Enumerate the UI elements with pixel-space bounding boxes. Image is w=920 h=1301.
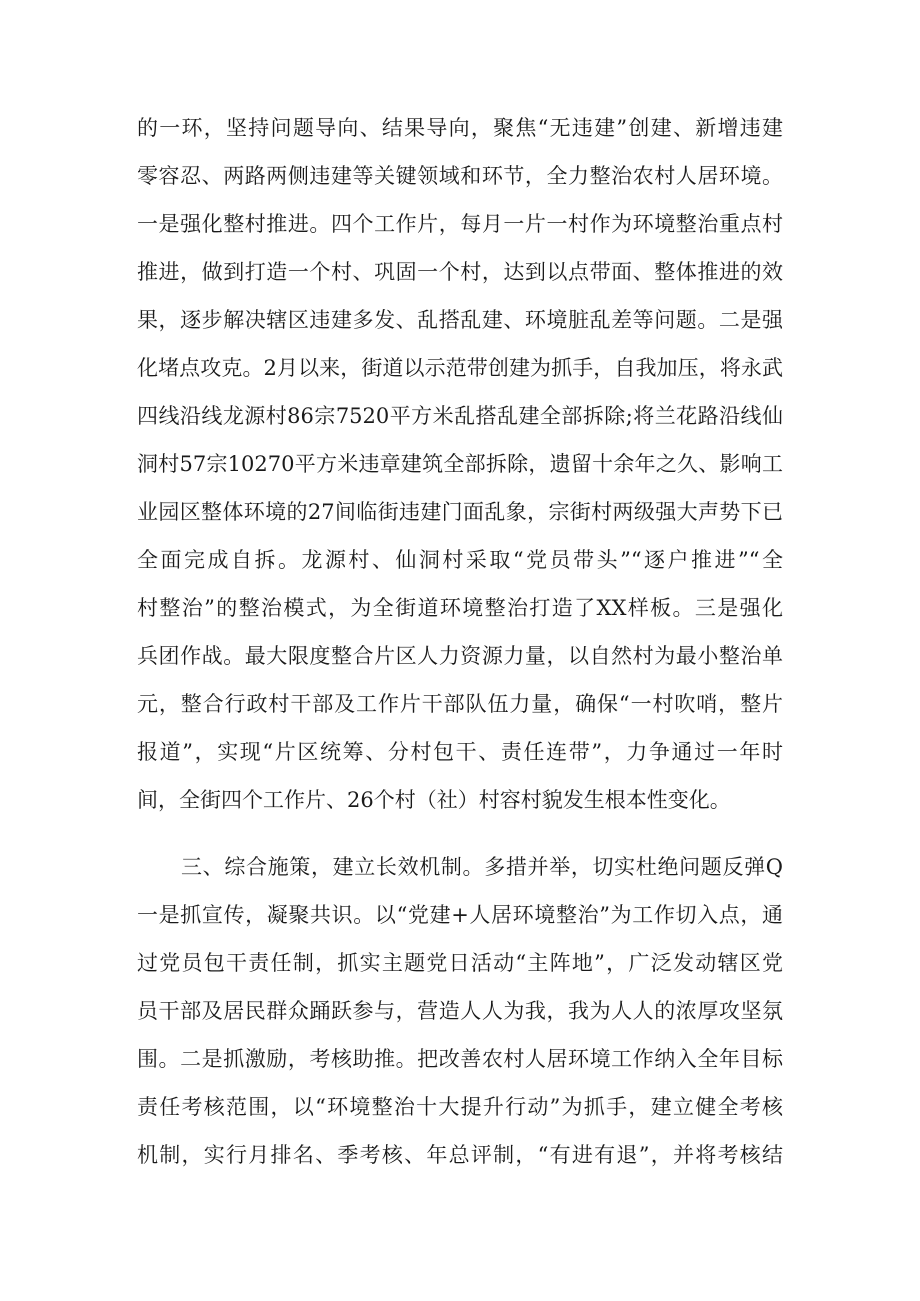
paragraph-1-line-15: 间，全街四个工作片、26个村（社）村容村貌发生根本性变化。 — [137, 788, 731, 812]
paragraph-1-line-9: 业园区整体环境的27间临街违建门面乱象，宗街村两级强大声势下已 — [137, 500, 783, 524]
paragraph-2-line-1: 三、综合施策，建立长效机制。多措并举，切实杜绝问题反弹Q — [181, 855, 783, 879]
paragraph-1-line-13: 元，整合行政村干部及工作片干部队伍力量，确保“一村吹哨，整片 — [137, 692, 783, 716]
paragraph-1-line-10: 全面完成自拆。龙源村、仙洞村采取“党员带头”“逐户推进”“全 — [137, 548, 783, 572]
paragraph-1-line-2: 零容忍、两路两侧违建等关键领域和环节，全力整治农村人居环境。 — [137, 164, 783, 188]
paragraph-1-line-14: 报道”，实现“片区统筹、分村包干、责任连带”，力争通过一年时 — [137, 740, 783, 764]
paragraph-1-line-6: 化堵点攻克。2月以来，街道以示范带创建为抓手，自我加压，将永武 — [137, 356, 783, 380]
paragraph-1-line-12: 兵团作战。最大限度整合片区人力资源力量，以自然村为最小整治单 — [137, 644, 783, 668]
paragraph-1-line-7: 四线沿线龙源村86宗7520平方米乱搭乱建全部拆除;将兰花路沿线仙 — [137, 404, 783, 428]
paragraph-1-line-8: 洞村57宗10270平方米违章建筑全部拆除，遗留十余年之久、影响工 — [137, 452, 783, 476]
paragraph-1-line-4: 推进，做到打造一个村、巩固一个村，达到以点带面、整体推进的效 — [137, 260, 783, 284]
paragraph-1-line-3: 一是强化整村推进。四个工作片，每月一片一村作为环境整治重点村 — [137, 212, 783, 236]
paragraph-2-line-3: 过党员包干责任制，抓实主题党日活动“主阵地”，广泛发动辖区党 — [137, 951, 783, 975]
paragraph-2-line-5: 围。二是抓激励，考核助推。把改善农村人居环境工作纳入全年目标 — [137, 1047, 783, 1071]
paragraph-1-line-5: 果，逐步解决辖区违建多发、乱搭乱建、环境脏乱差等问题。二是强 — [137, 308, 783, 332]
paragraph-1-line-1: 的一环，坚持问题导向、结果导向，聚焦“无违建”创建、新增违建 — [137, 116, 783, 140]
paragraph-2-line-4: 员干部及居民群众踊跃参与，营造人人为我，我为人人的浓厚攻坚氛 — [137, 999, 783, 1023]
paragraph-1-line-11: 村整治”的整治模式，为全街道环境整治打造了XX样板。三是强化 — [137, 596, 783, 620]
paragraph-2-line-2: 一是抓宣传，凝聚共识。以“党建+人居环境整治”为工作切入点，通 — [137, 903, 783, 927]
paragraph-2-line-7: 机制，实行月排名、季考核、年总评制，“有进有退”，并将考核结 — [137, 1143, 783, 1167]
paragraph-2-line-6: 责任考核范围，以“环境整治十大提升行动”为抓手，建立健全考核 — [137, 1095, 783, 1119]
